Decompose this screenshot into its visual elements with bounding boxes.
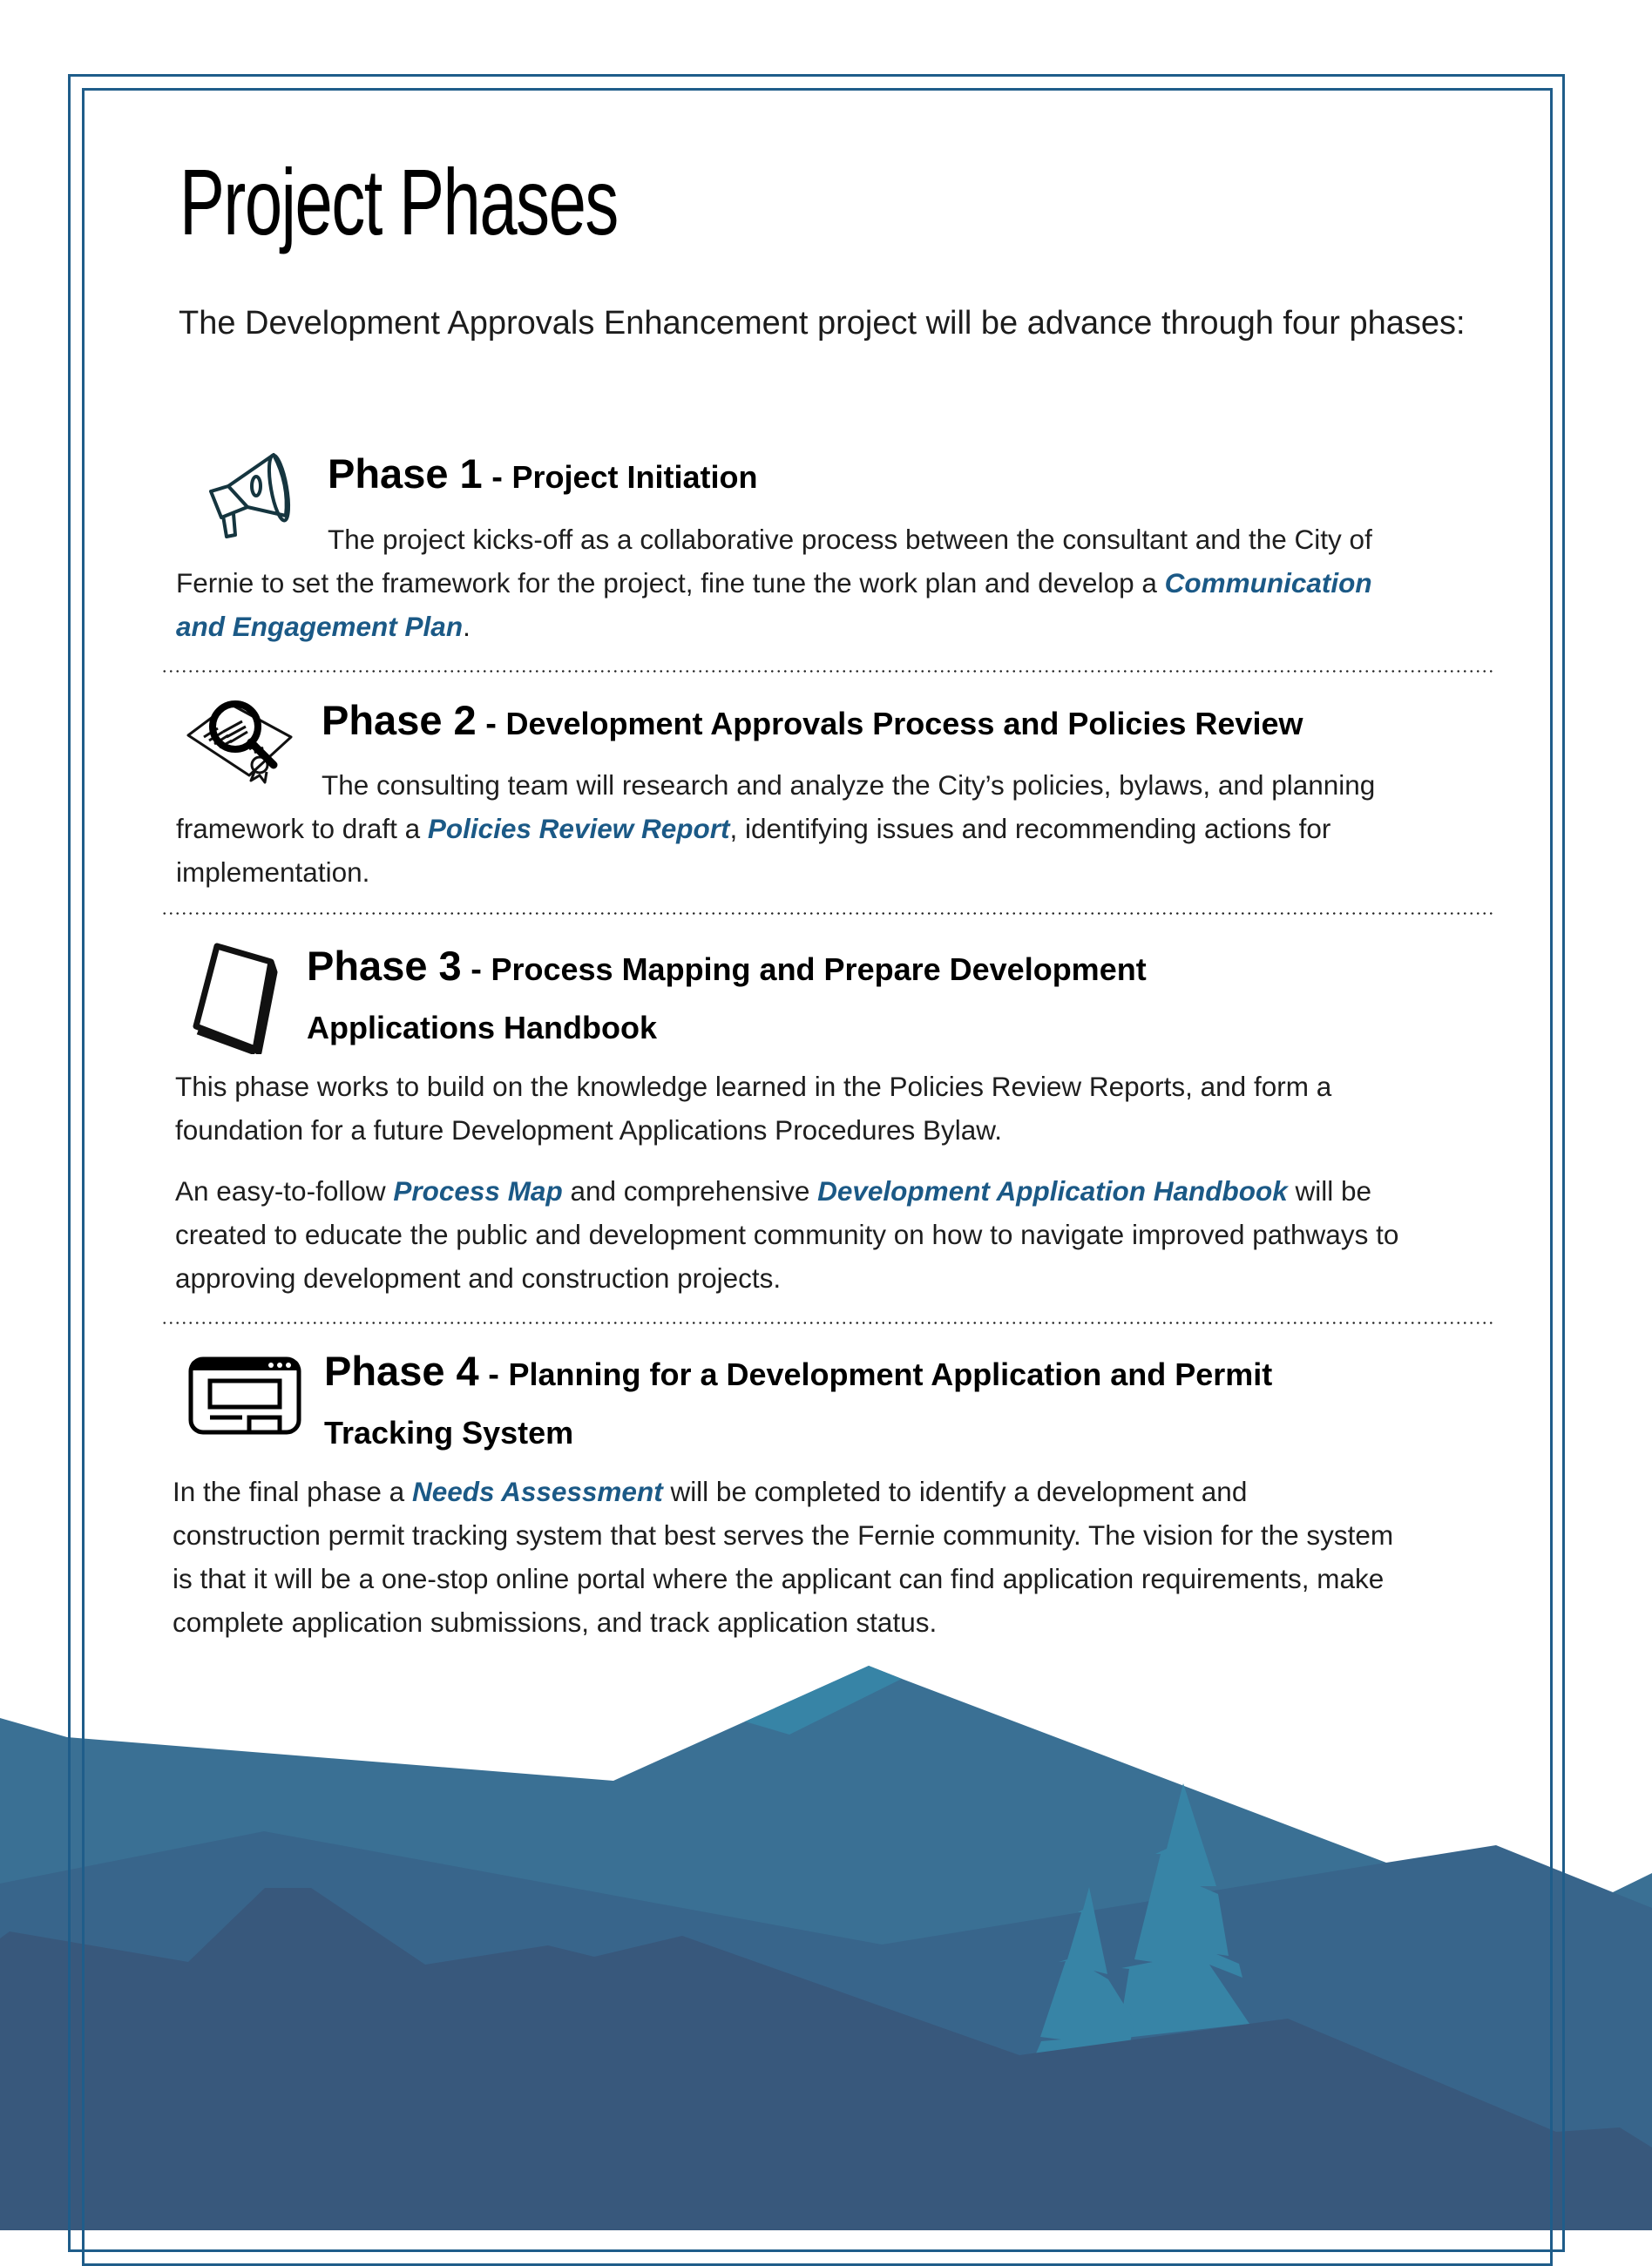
phase-1-body xyxy=(176,517,1413,648)
phase-2-body xyxy=(176,763,1483,894)
phase-dash: - xyxy=(482,459,512,496)
phase-3-paragraph-1: This phase works to build on the knowledge learned in the Policies Review Reports, and form a foundation for a future Development Applications Procedures Bylaw. xyxy=(175,1071,1332,1146)
phase-3-heading xyxy=(307,939,1265,1059)
phase-1-body-text: The project kicks-off as a collaborative process between the consultant and the City of Fernie to set the framework for the project, fine tune the work plan and develop a xyxy=(176,524,1372,599)
phase-number: Phase 3 xyxy=(307,943,462,989)
phase-4-body xyxy=(173,1470,1401,1644)
phase-3-para2-text: An easy-to-follow xyxy=(175,1175,394,1207)
phase-2-body-end: , identifying issues and recommending actions for implementation. xyxy=(176,813,1331,888)
phase-number: Phase 2 xyxy=(322,697,477,743)
phase-2-heading xyxy=(322,693,1303,755)
phase-4-heading xyxy=(324,1344,1370,1464)
communication-plan-link[interactable]: Communication and Engagement Plan xyxy=(176,567,1372,642)
phase-dash: - xyxy=(461,951,491,988)
section-divider xyxy=(161,670,1494,673)
phase-4-body-end: will be completed to identify a development and construction permit tracking system that best serves the Fernie community. The vision for the system is that it will be a one-stop online portal where the applicant can find application requirements, make complete application submissions, and track application status. xyxy=(173,1476,1394,1638)
phase-4-body-text: In the final phase a xyxy=(173,1476,412,1507)
phase-2-body-text: The consulting team will research and analyze the City’s policies, bylaws, and planning framework to draft a xyxy=(176,769,1376,844)
development-application-handbook-link[interactable]: Development Application Handbook xyxy=(817,1175,1288,1207)
book-icon xyxy=(187,941,283,1054)
page-title: Project Phases xyxy=(179,149,618,254)
phase-title: Project Initiation xyxy=(511,459,758,495)
needs-assessment-link[interactable]: Needs Assessment xyxy=(411,1476,663,1507)
phase-title: Process Mapping and Prepare Development Applications Handbook xyxy=(307,951,1147,1045)
phase-dash: - xyxy=(478,1356,509,1393)
phase-3-para2-mid: and comprehensive xyxy=(562,1175,818,1207)
phase-title: Planning for a Development Application and Permit Tracking System xyxy=(324,1356,1273,1451)
browser-window-icon xyxy=(188,1356,301,1435)
phase-3-paragraph-2 xyxy=(175,1169,1430,1300)
policies-review-report-link[interactable]: Policies Review Report xyxy=(427,813,730,844)
process-map-link[interactable]: Process Map xyxy=(393,1175,563,1207)
intro-text: The Development Approvals Enhancement project will be advance through four phases: xyxy=(179,305,1466,342)
section-divider xyxy=(161,912,1494,915)
phase-number: Phase 1 xyxy=(328,450,483,497)
phase-3-para2-end: will be created to educate the public and development community on how to navigate improved pathways to approving development and construction projects. xyxy=(175,1175,1399,1294)
phase-1-heading xyxy=(328,447,758,509)
phase-1-body-end: . xyxy=(463,611,471,642)
phase-title: Development Approvals Process and Policies Review xyxy=(505,706,1303,741)
phase-dash: - xyxy=(476,706,506,742)
phase-number: Phase 4 xyxy=(324,1348,479,1394)
section-divider xyxy=(161,1322,1494,1324)
